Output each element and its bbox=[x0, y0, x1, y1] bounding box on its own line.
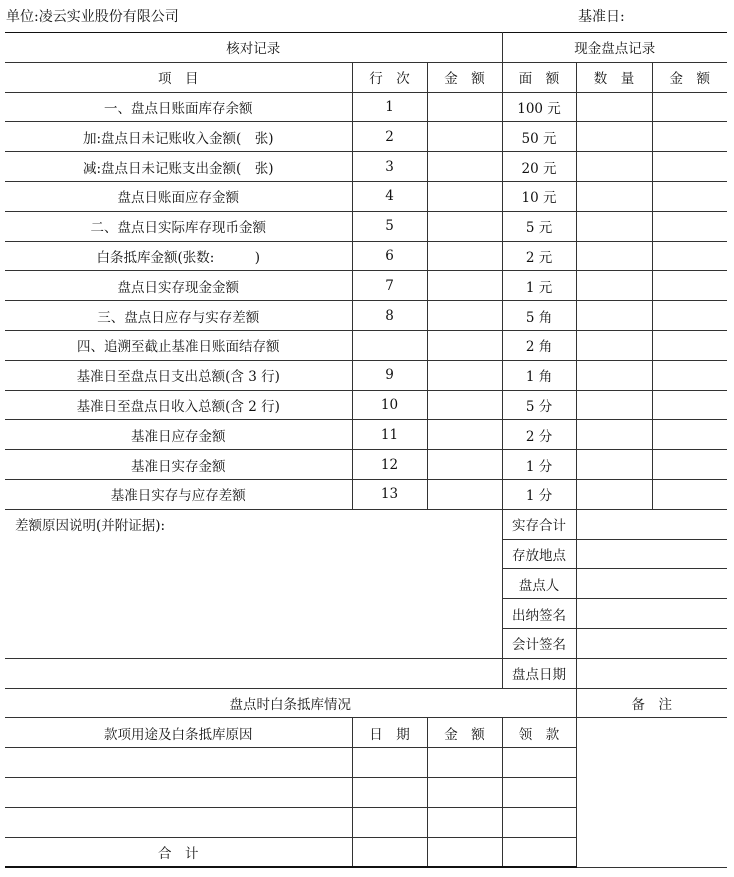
row-amount2-cell[interactable] bbox=[652, 152, 727, 182]
side-label-total: 实存合计 bbox=[502, 509, 576, 539]
side-label-location: 存放地点 bbox=[502, 539, 576, 569]
row-denomination: 5 分 bbox=[502, 390, 576, 420]
iou-total-label: 合 计 bbox=[5, 837, 352, 867]
base-date-label: 基准日: bbox=[578, 9, 625, 25]
table-row bbox=[5, 122, 727, 152]
iou-purpose-cell[interactable] bbox=[5, 748, 352, 778]
row-denomination: 1 分 bbox=[502, 479, 576, 509]
iou-receiver-cell[interactable] bbox=[502, 777, 576, 807]
row-amount-cell[interactable] bbox=[427, 330, 502, 360]
row-line: 5 bbox=[352, 211, 427, 241]
iou-section-title: 盘点时白条抵库情况 bbox=[5, 688, 576, 718]
row-denomination: 2 角 bbox=[502, 330, 576, 360]
verify-section-title: 核对记录 bbox=[5, 33, 502, 63]
row-line: 11 bbox=[352, 420, 427, 450]
row-amount2-cell[interactable] bbox=[652, 479, 727, 509]
row-quantity-cell[interactable] bbox=[576, 122, 652, 152]
side-label-count-date: 盘点日期 bbox=[502, 658, 576, 688]
row-line: 4 bbox=[352, 181, 427, 211]
row-amount-cell[interactable] bbox=[427, 301, 502, 331]
row-amount2-cell[interactable] bbox=[652, 330, 727, 360]
col-amount2-header: 金 额 bbox=[652, 62, 727, 92]
row-item: 二、盘点日实际库存现币金额 bbox=[5, 211, 352, 241]
row-line: 13 bbox=[352, 479, 427, 509]
cash-count-section-title: 现金盘点记录 bbox=[502, 33, 727, 63]
row-line: 7 bbox=[352, 271, 427, 301]
row-item: 盘点日账面应存金额 bbox=[5, 181, 352, 211]
side-value-count-date[interactable] bbox=[576, 658, 727, 688]
remarks-label: 备 注 bbox=[576, 688, 727, 718]
row-amount-cell[interactable] bbox=[427, 420, 502, 450]
side-row bbox=[5, 509, 727, 539]
row-quantity-cell[interactable] bbox=[576, 301, 652, 331]
iou-col-receiver: 领 款 bbox=[502, 718, 576, 748]
row-quantity-cell[interactable] bbox=[576, 92, 652, 122]
row-amount2-cell[interactable] bbox=[652, 301, 727, 331]
iou-header-row bbox=[5, 718, 727, 748]
table-row bbox=[5, 241, 727, 271]
row-amount-cell[interactable] bbox=[427, 360, 502, 390]
iou-receiver-cell[interactable] bbox=[502, 807, 576, 837]
table-row bbox=[5, 450, 727, 480]
row-amount2-cell[interactable] bbox=[652, 390, 727, 420]
table-row bbox=[5, 181, 727, 211]
row-denomination: 2 分 bbox=[502, 420, 576, 450]
row-quantity-cell[interactable] bbox=[576, 420, 652, 450]
row-amount-cell[interactable] bbox=[427, 271, 502, 301]
row-line: 2 bbox=[352, 122, 427, 152]
row-quantity-cell[interactable] bbox=[576, 181, 652, 211]
row-amount2-cell[interactable] bbox=[652, 271, 727, 301]
row-item: 减:盘点日未记账支出金额( 张) bbox=[5, 152, 352, 182]
row-amount-cell[interactable] bbox=[427, 450, 502, 480]
iou-date-cell[interactable] bbox=[352, 807, 427, 837]
remarks-cell[interactable] bbox=[576, 718, 727, 867]
difference-note-extra[interactable] bbox=[5, 658, 502, 688]
row-amount-cell[interactable] bbox=[427, 390, 502, 420]
table-row bbox=[5, 92, 727, 122]
row-quantity-cell[interactable] bbox=[576, 241, 652, 271]
row-line: 8 bbox=[352, 301, 427, 331]
row-item: 基准日实存与应存差额 bbox=[5, 479, 352, 509]
iou-amount-cell[interactable] bbox=[427, 777, 502, 807]
row-denomination: 10 元 bbox=[502, 181, 576, 211]
row-amount-cell[interactable] bbox=[427, 92, 502, 122]
table-row bbox=[5, 211, 727, 241]
row-item: 基准日应存金额 bbox=[5, 420, 352, 450]
row-line: 10 bbox=[352, 390, 427, 420]
iou-date-cell[interactable] bbox=[352, 748, 427, 778]
row-denomination: 20 元 bbox=[502, 152, 576, 182]
row-denomination: 2 元 bbox=[502, 241, 576, 271]
iou-total-date-cell[interactable] bbox=[352, 837, 427, 867]
row-item: 白条抵库金额(张数: ) bbox=[5, 241, 352, 271]
col-quantity-header: 数 量 bbox=[576, 62, 652, 92]
row-quantity-cell[interactable] bbox=[576, 271, 652, 301]
table-row bbox=[5, 301, 727, 331]
side-value-total[interactable] bbox=[576, 509, 727, 539]
side-value-accountant[interactable] bbox=[576, 628, 727, 658]
col-line-header: 行 次 bbox=[352, 62, 427, 92]
row-item: 盘点日实存现金金额 bbox=[5, 271, 352, 301]
row-denomination: 1 分 bbox=[502, 450, 576, 480]
row-amount-cell[interactable] bbox=[427, 479, 502, 509]
side-row bbox=[5, 658, 727, 688]
table-row bbox=[5, 390, 727, 420]
iou-col-date: 日 期 bbox=[352, 718, 427, 748]
row-quantity-cell[interactable] bbox=[576, 450, 652, 480]
iou-col-amount: 金 额 bbox=[427, 718, 502, 748]
row-denomination: 50 元 bbox=[502, 122, 576, 152]
row-amount2-cell[interactable] bbox=[652, 360, 727, 390]
row-amount-cell[interactable] bbox=[427, 152, 502, 182]
iou-amount-cell[interactable] bbox=[427, 807, 502, 837]
column-header-row bbox=[5, 62, 727, 92]
row-quantity-cell[interactable] bbox=[576, 360, 652, 390]
side-value-counter[interactable] bbox=[576, 569, 727, 599]
row-amount2-cell[interactable] bbox=[652, 92, 727, 122]
col-amount-header: 金 额 bbox=[427, 62, 502, 92]
iou-total-amount-cell[interactable] bbox=[427, 837, 502, 867]
row-line: 9 bbox=[352, 360, 427, 390]
row-quantity-cell[interactable] bbox=[576, 330, 652, 360]
row-item: 三、盘点日应存与实存差额 bbox=[5, 301, 352, 331]
row-amount2-cell[interactable] bbox=[652, 420, 727, 450]
side-value-cashier[interactable] bbox=[576, 599, 727, 629]
side-label-counter: 盘点人 bbox=[502, 569, 576, 599]
iou-receiver-cell[interactable] bbox=[502, 748, 576, 778]
table-row bbox=[5, 360, 727, 390]
row-amount2-cell[interactable] bbox=[652, 181, 727, 211]
row-amount2-cell[interactable] bbox=[652, 450, 727, 480]
row-denomination: 5 元 bbox=[502, 211, 576, 241]
table-row bbox=[5, 330, 727, 360]
table-row bbox=[5, 479, 727, 509]
row-amount-cell[interactable] bbox=[427, 122, 502, 152]
row-denomination: 1 角 bbox=[502, 360, 576, 390]
table-row bbox=[5, 420, 727, 450]
row-item: 加:盘点日未记账收入金额( 张) bbox=[5, 122, 352, 152]
iou-col-purpose: 款项用途及白条抵库原因 bbox=[5, 718, 352, 748]
row-denomination: 5 角 bbox=[502, 301, 576, 331]
row-line bbox=[352, 330, 427, 360]
iou-amount-cell[interactable] bbox=[427, 748, 502, 778]
row-amount-cell[interactable] bbox=[427, 211, 502, 241]
iou-total-receiver-cell[interactable] bbox=[502, 837, 576, 867]
row-amount-cell[interactable] bbox=[427, 181, 502, 211]
difference-note[interactable]: 差额原因说明(并附证据): bbox=[5, 509, 502, 658]
row-quantity-cell[interactable] bbox=[576, 152, 652, 182]
row-item: 基准日至盘点日支出总额(含 3 行) bbox=[5, 360, 352, 390]
row-amount2-cell[interactable] bbox=[652, 122, 727, 152]
cash-count-table bbox=[5, 32, 727, 868]
section-header-row bbox=[5, 33, 727, 63]
row-amount2-cell[interactable] bbox=[652, 241, 727, 271]
table-row bbox=[5, 271, 727, 301]
iou-purpose-cell[interactable] bbox=[5, 777, 352, 807]
form-header bbox=[0, 0, 734, 32]
row-line: 3 bbox=[352, 152, 427, 182]
row-amount-cell[interactable] bbox=[427, 241, 502, 271]
row-denomination: 100 元 bbox=[502, 92, 576, 122]
iou-title-row bbox=[5, 688, 727, 718]
side-value-location[interactable] bbox=[576, 539, 727, 569]
row-item: 一、盘点日账面库存余额 bbox=[5, 92, 352, 122]
row-quantity-cell[interactable] bbox=[576, 390, 652, 420]
side-label-accountant: 会计签名 bbox=[502, 628, 576, 658]
row-quantity-cell[interactable] bbox=[576, 479, 652, 509]
row-line: 6 bbox=[352, 241, 427, 271]
row-item: 基准日实存金额 bbox=[5, 450, 352, 480]
col-item-header: 项 目 bbox=[5, 62, 352, 92]
side-label-cashier: 出纳签名 bbox=[502, 599, 576, 629]
row-quantity-cell[interactable] bbox=[576, 211, 652, 241]
iou-date-cell[interactable] bbox=[352, 777, 427, 807]
col-denomination-header: 面 额 bbox=[502, 62, 576, 92]
unit-name: 单位:凌云实业股份有限公司 bbox=[6, 9, 179, 25]
row-item: 基准日至盘点日收入总额(含 2 行) bbox=[5, 390, 352, 420]
row-line: 12 bbox=[352, 450, 427, 480]
row-item: 四、追溯至截止基准日账面结存额 bbox=[5, 330, 352, 360]
row-amount2-cell[interactable] bbox=[652, 211, 727, 241]
iou-purpose-cell[interactable] bbox=[5, 807, 352, 837]
table-row bbox=[5, 152, 727, 182]
row-line: 1 bbox=[352, 92, 427, 122]
row-denomination: 1 元 bbox=[502, 271, 576, 301]
